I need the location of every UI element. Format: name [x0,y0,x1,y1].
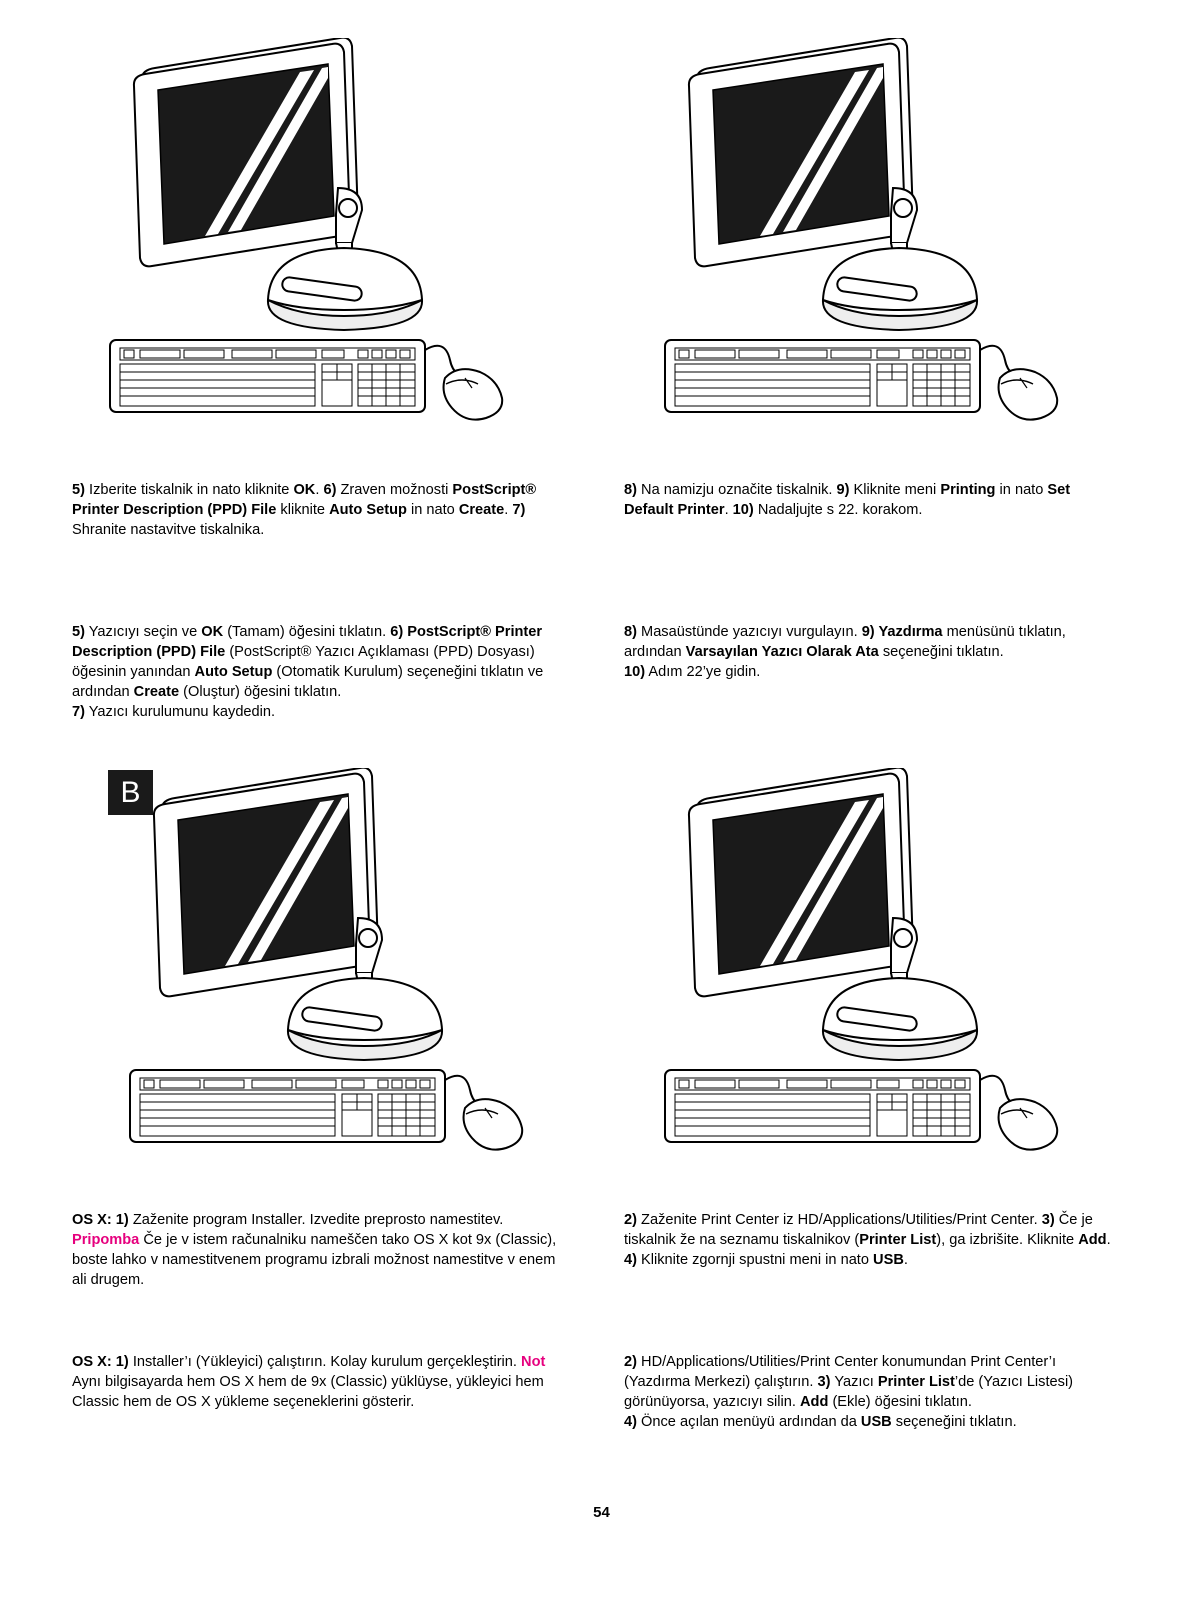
instructions-bottom-left-slovenian: OS X: 1) Zaženite program Installer. Izvedite preprosto namestitev. Pripomba Če je v istem računalniku nameščen tako OS X kot 9x (Classic), boste lahko v namestitvenem programu izbrali možnost namestitve v enem ali drugem. [72,1212,557,1288]
instructions-top-left-slovenian: 5) Izberite tiskalnik in nato kliknite OK. 6) Zraven možnosti PostScript® Printer Description (PPD) File kliknite Auto Setup in nato Create. 7) Shranite nastavitve tiskalnika. [72,482,537,538]
computer-illustration-top-right [655,38,1095,458]
page-number: 54 [593,1504,610,1521]
note-label: Pripomba [72,1232,140,1248]
computer-illustration-top-left [100,38,540,458]
section-badge: B [108,770,153,815]
instructions-bottom-left-turkish: OS X: 1) Installer’ı (Yükleyici) çalıştırın. Kolay kurulum gerçekleştirin. Not Aynı bilgisayarda hem OS X hem de 9x (Classic) yüklüyse, yükleyici hem Classic hem de OS X yükleme seçeneklerini gösterir. [72,1354,546,1410]
note-label: Not [521,1354,546,1370]
computer-illustration-bottom-left [120,768,560,1188]
instructions-top-right-turkish: 8) Masaüstünde yazıcıyı vurgulayın. 9) Yazdırma menüsünü tıklatın, ardından Varsayılan Yazıcı Olarak Ata seçeneğini tıklatın. 10) Adım 22’ye gidin. [624,624,1066,680]
instructions-bottom-right-slovenian: 2) Zaženite Print Center iz HD/Applications/Utilities/Print Center. 3) Če je tiskalnik že na seznamu tiskalnikov (Printer List), ga izbrišite. Kliknite Add. 4) Kliknite zgornji spustni meni in nato USB. [624,1212,1111,1268]
computer-illustration-bottom-right [655,768,1095,1188]
instructions-top-left-turkish: 5) Yazıcıyı seçin ve OK (Tamam) öğesini tıklatın. 6) PostScript® Printer Description (PPD) File (PostScript® Yazıcı Açıklaması (PPD) Dosyası) öğesinin yanından Auto Setup (Otomatik Kurulum) seçeneğini tıklatın ve ardından Create (Oluştur) öğesini tıklatın. 7) Yazıcı kurulumunu kaydedin. [72,624,544,720]
instructions-bottom-right-turkish: 2) HD/Applications/Utilities/Print Center konumundan Print Center’ı (Yazdırma Merkezi) çalıştırın. 3) Yazıcı Printer List’de (Yazıcı Listesi) görünüyorsa, yazıcıyı silin. Add (Ekle) öğesini tıklatın. 4) Önce açılan menüyü ardından da USB seçeneğini tıklatın. [624,1354,1074,1430]
instructions-top-right-slovenian: 8) Na namizju označite tiskalnik. 9) Kliknite meni Printing in nato Set Default Printer. 10) Nadaljujte s 22. korakom. [624,482,1071,518]
